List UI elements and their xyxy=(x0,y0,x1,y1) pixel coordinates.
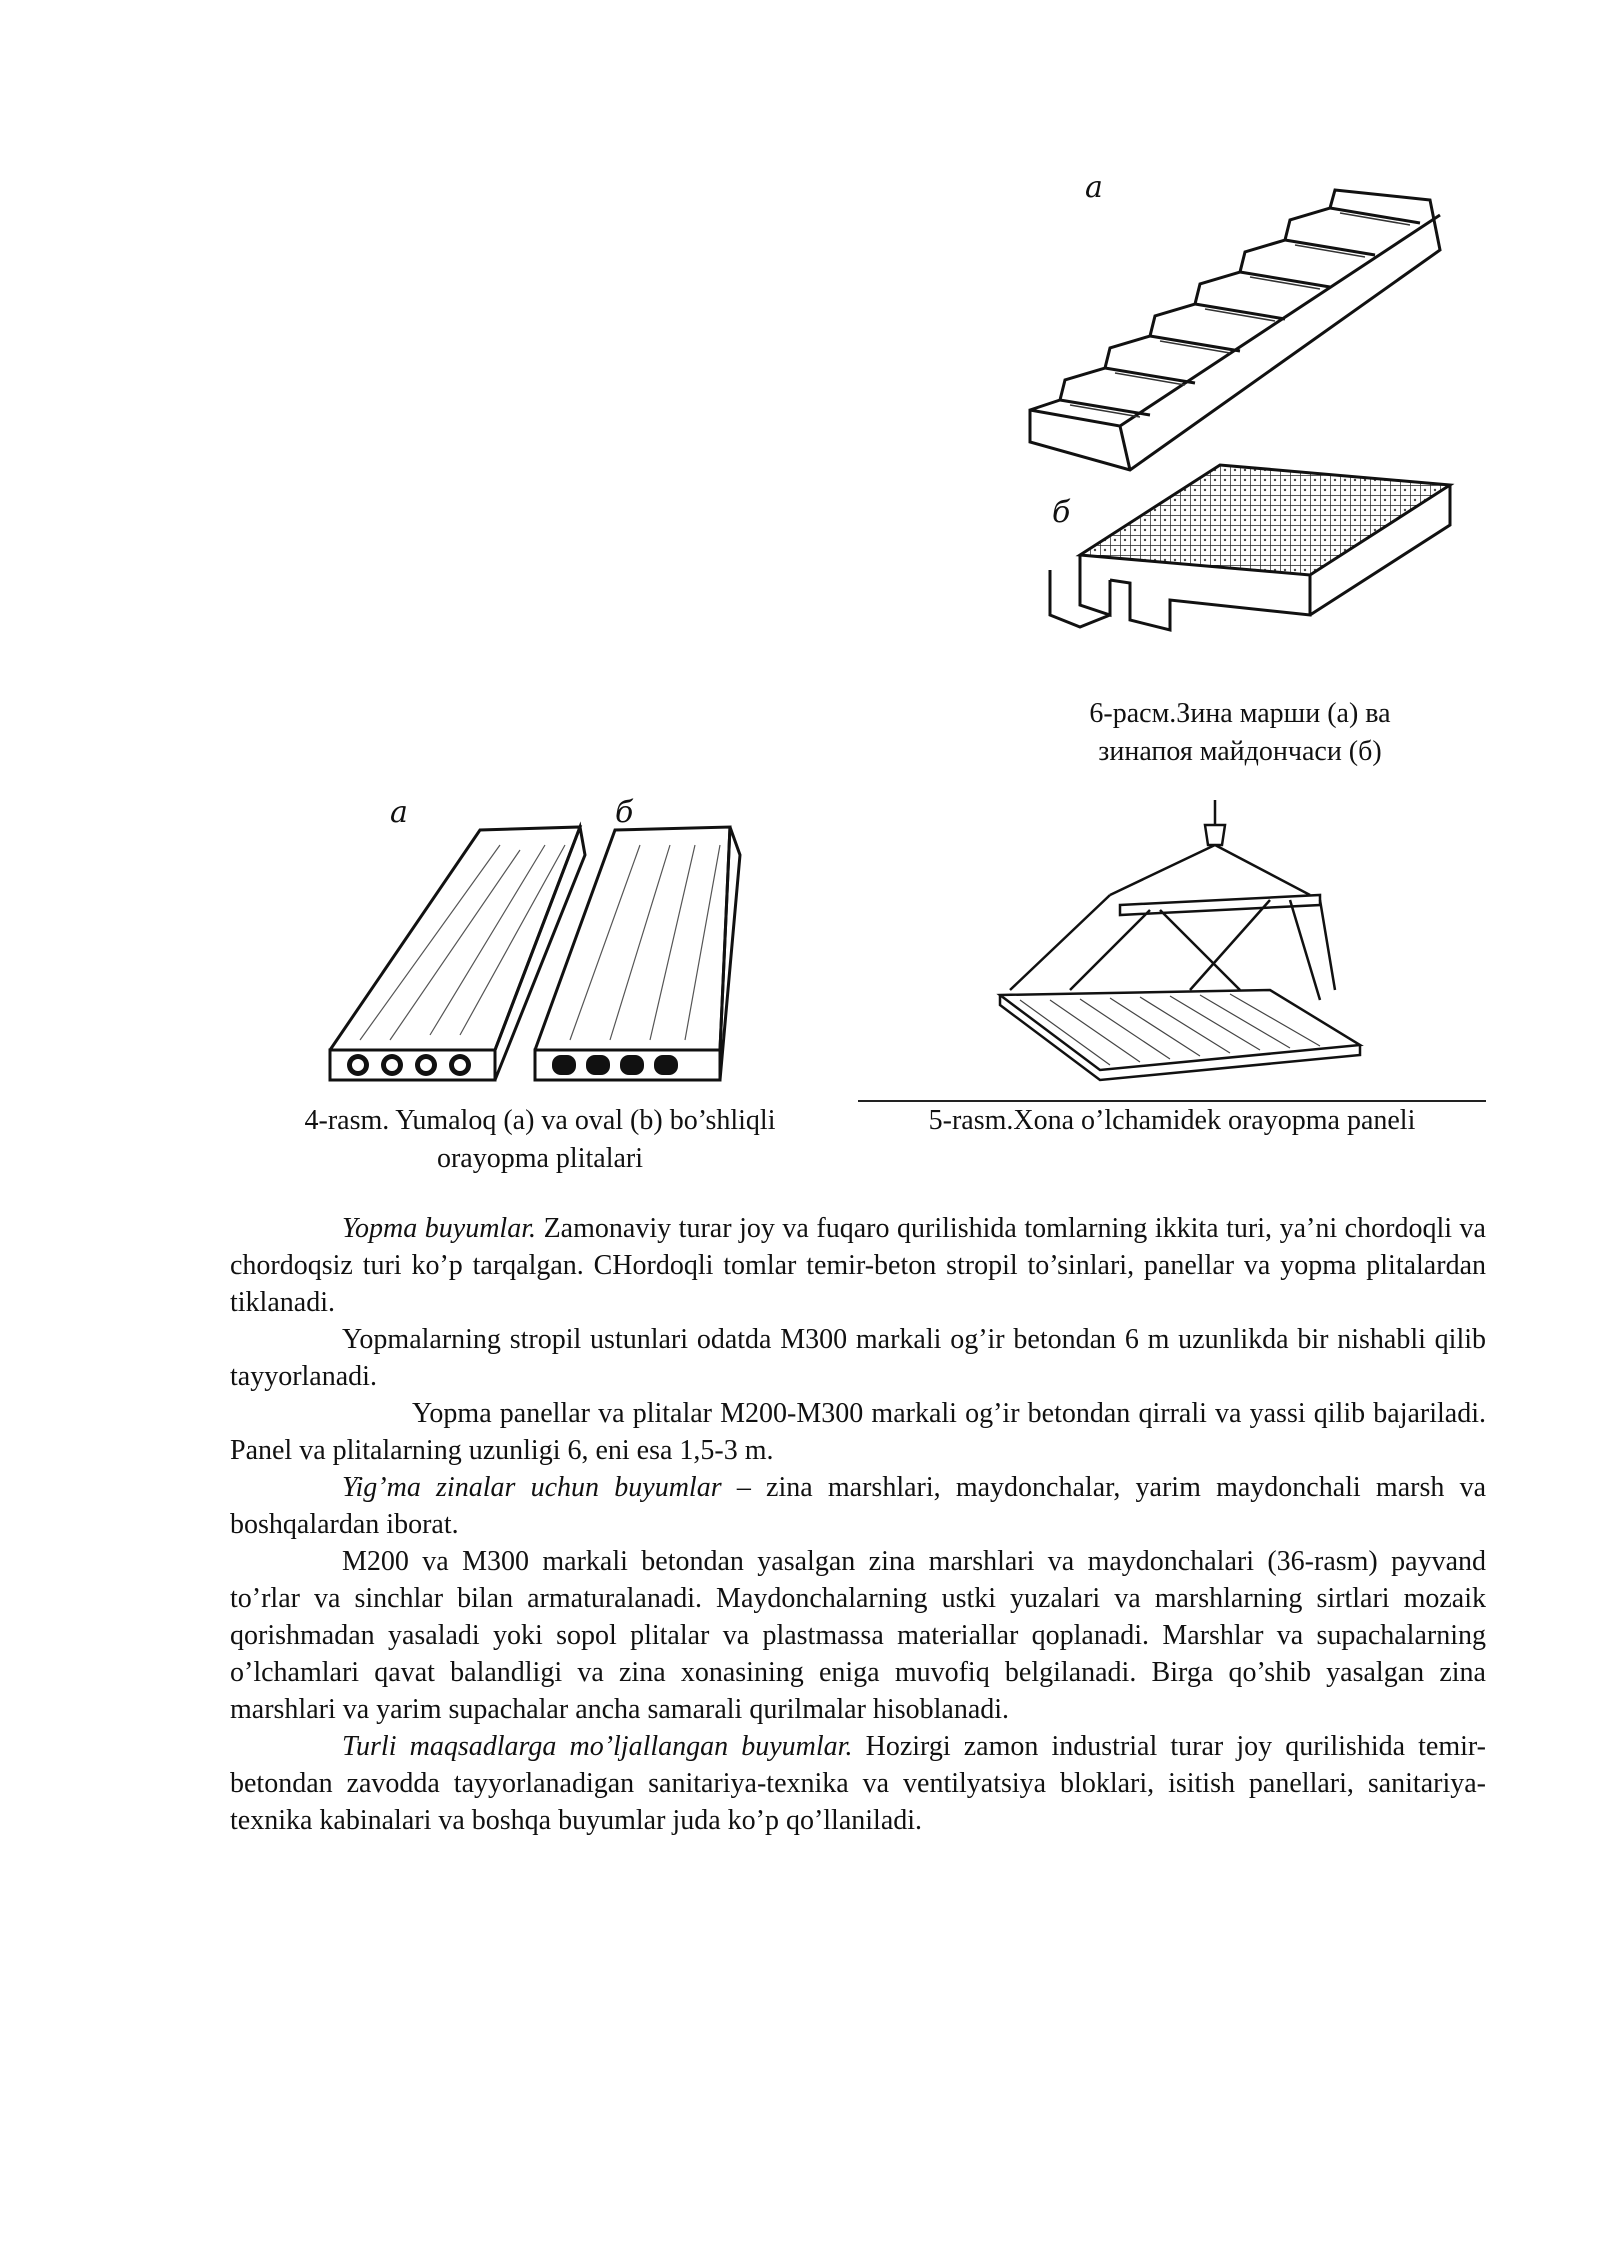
heading-misc-products: Turli maqsadlarga mo’ljallangan buyumlar. xyxy=(342,1731,853,1762)
figure-4-caption xyxy=(240,1102,840,1178)
paragraph-misc-products-text: Hozirgi zamon industrial turar joy qurilishida temir-betondan zavodda tayyorlanadigan sanitariya-texnika va ventilyatsiya bloklari, isitish panellari, sanitariya-texnika kabinalari va boshqa buyumlar juda ko’p qo’llaniladi. xyxy=(230,1731,1486,1836)
paragraph-roof-products-text: Zamonaviy turar joy va fuqaro qurilishida tomlarning ikkita turi, ya’ni chordoqli va chordoqsiz turi ko’p tarqalgan. CHordoqli tomlar temir-beton stropil to’sinlari, panellar va yopma plitalardan tiklanadi. xyxy=(230,1213,1486,1318)
figure-4-label-b: б xyxy=(615,795,634,830)
hollow-slabs-drawing xyxy=(320,795,780,1095)
figure-5-caption: 5-rasm.Xona o’lchamidek orayopma paneli xyxy=(928,1105,1416,1136)
stair-landing-drawing xyxy=(1010,405,1470,665)
figure-4-caption-line1: 4-rasm. Yumaloq (a) va oval (b) bo’shliqli xyxy=(304,1105,776,1136)
paragraph-roof-products xyxy=(230,1210,1486,1321)
figure-4-caption-line2: orayopma plitalari xyxy=(436,1143,644,1174)
heading-roof-products: Yopma buyumlar. xyxy=(342,1213,537,1244)
heading-stair-products: Yig’ma zinalar uchun buyumlar xyxy=(342,1472,722,1503)
figure-6-caption xyxy=(1010,695,1470,771)
figure-6-stair-drawings xyxy=(1010,160,1470,767)
paragraph-stair-products xyxy=(230,1469,1486,1543)
body-text xyxy=(230,1210,1486,1839)
figure-4-hollow-slabs xyxy=(320,795,780,1095)
paragraph-misc-products xyxy=(230,1728,1486,1839)
paragraph-stair-products-text: – zina marshlari, maydonchalar, yarim maydonchali marsh va boshqalardan iborat. xyxy=(230,1472,1486,1540)
figure-6-label-a: а xyxy=(1085,170,1103,205)
paragraph-roof-panels: Yopma panellar va plitalar M200-M300 markali og’ir betondan qirrali va yassi qilib bajariladi. Panel va plitalarning uzunligi 6, eni esa 1,5-3 m. xyxy=(230,1398,1486,1466)
figure-6-caption-line1: 6-расм.Зина марши (а) ва xyxy=(1089,698,1391,729)
figure-4-label-a: а xyxy=(390,795,408,830)
paragraph-rafter-columns: Yopmalarning stropil ustunlari odatda M300 markali og’ir betondan 6 m uzunlikda bir nishabli qilib tayyorlanadi. xyxy=(230,1324,1486,1392)
room-panel-drawing xyxy=(990,800,1370,1090)
paragraph-stair-flights: M200 va M300 markali betondan yasalgan zina marshlari va maydonchalari (36-rasm) payvand to’rlar va sinchlar bilan armaturalanadi. Maydonchalarning ustki yuzalari va marshlarning sirtlari mozaik qorishmadan yasaladi yoki sopol plitalar va plastmassa materiallar qoplanadi. Marshlar va supachalarning o’lchamlari qavat balandligi va zina xonasining eniga muvofiq belgilanadi. Birga qo’shib yasalgan zina marshlari va yarim supachalar ancha samarali qurilmalar hisoblanadi. xyxy=(230,1546,1486,1725)
figure-5-room-panel xyxy=(990,800,1370,1090)
figure-6-caption-line2: зинапоя майдончаси (б) xyxy=(1098,736,1382,767)
figure-6-label-b: б xyxy=(1052,495,1071,530)
